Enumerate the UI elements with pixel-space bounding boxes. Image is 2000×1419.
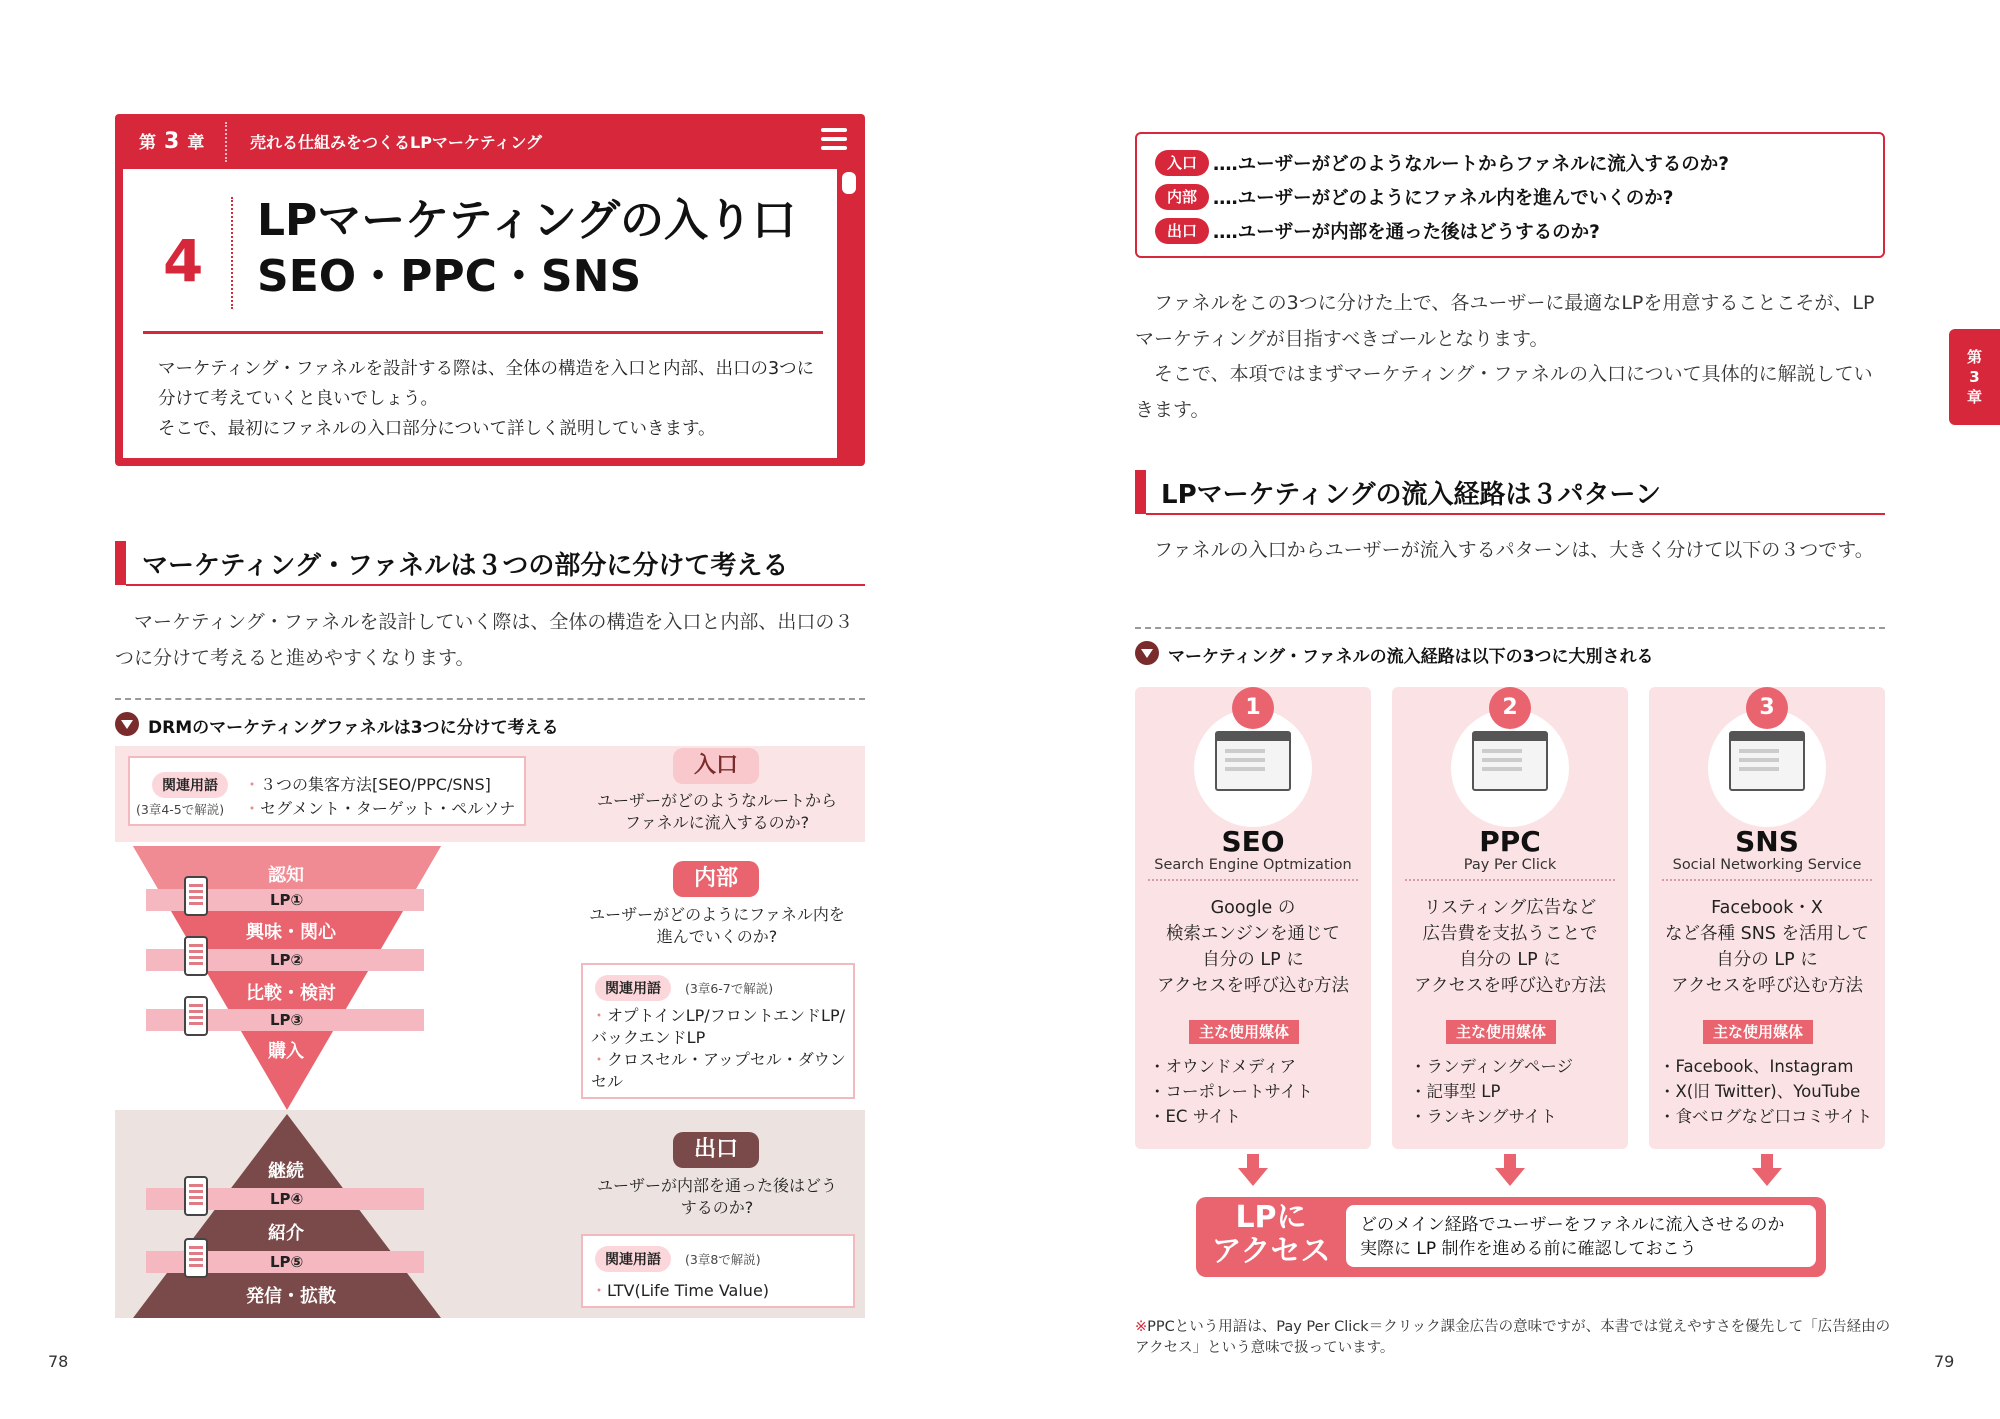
term-item: ・ LTV(Life Time Value) <box>591 1278 769 1301</box>
route-card-sns <box>1649 687 1885 1149</box>
page-number-left: 78 <box>48 1352 69 1371</box>
card-subtitle: Social Networking Service <box>1672 857 1862 873</box>
heading-bar <box>1135 470 1146 514</box>
card-title: SEO <box>1221 825 1285 858</box>
page-number-right: 79 <box>1934 1352 1955 1371</box>
chapter-label <box>139 128 204 154</box>
media-item: ・記事型 LP <box>1410 1082 1501 1101</box>
smartphone-icon <box>184 936 208 976</box>
lp-label: LP② <box>270 951 304 969</box>
media-item: ・X(旧 Twitter)、YouTube <box>1659 1082 1861 1101</box>
related-terms-tag: 関連用語 <box>595 975 671 1001</box>
question-text: ‥‥ユーザーが内部を通った後はどうするのか? <box>1213 222 1600 243</box>
lp-access-label: LPに アクセス <box>1211 1200 1331 1269</box>
media-item: ・食べログなど口コミサイト <box>1659 1107 1873 1126</box>
section-intro: マーケティング・ファネルを設計する際は、全体の構造を入口と内部、出口の3つに分けて考えていくと良いでしょう。 そこで、最初にファネルの入口部分について詳しく説明していきます。 <box>158 359 815 439</box>
card-rule <box>1405 879 1615 881</box>
media-tag: 主な使用媒体 <box>1446 1020 1556 1044</box>
body-paragraph: ファネルの入口からユーザーが流入するパターンは、大きく分けて以下の３つです。 <box>1154 539 1874 561</box>
media-item: ・EC サイト <box>1149 1107 1242 1126</box>
smartphone-icon <box>184 1238 208 1278</box>
chapter-header-box <box>115 114 865 466</box>
pyramid-stage-label: 紹介 <box>268 1223 304 1244</box>
smartphone-icon <box>184 1176 208 1216</box>
section-title-line1: LPマーケティングの入り口 <box>257 195 797 246</box>
footnote-text: PPCという用語は、Pay Per Click＝クリック課金広告の意味ですが、本書では覚えやすさを優先して「広告経由のアクセス」という意味で扱っています。 <box>1135 1319 1891 1356</box>
card-rule <box>1148 879 1358 881</box>
funnel-stage-label: 比較・検討 <box>246 983 336 1004</box>
media-tag: 主な使用媒体 <box>1703 1020 1813 1044</box>
down-arrow-icon <box>1238 1154 1268 1188</box>
chapter-title: 売れる仕組みをつくるLPマーケティング <box>250 133 543 152</box>
lp-label: LP③ <box>270 1011 304 1029</box>
scroll-knob[interactable] <box>842 172 856 194</box>
heading-rule <box>126 584 865 586</box>
lp-access-inner <box>1346 1205 1816 1267</box>
inner-terms-box <box>581 963 855 1099</box>
question-tag: 出口 <box>1155 218 1209 244</box>
funnel-diagram <box>115 842 515 1112</box>
card-description: Google の 検索エンジンを通じて 自分の LP に アクセスを呼び込む方法 <box>1157 898 1349 996</box>
menu-icon[interactable] <box>821 128 847 154</box>
question-text: ‥‥ユーザーがどのようなルートからファネルに流入するのか? <box>1213 154 1730 175</box>
funnel-stage-label: 購入 <box>268 1041 304 1062</box>
media-item: ・コーポレートサイト <box>1149 1082 1313 1101</box>
side-tab-char: 章 <box>1966 388 1982 406</box>
heading-rule <box>1146 513 1885 515</box>
caption-marker-icon <box>115 712 139 736</box>
social-like-screen-icon <box>1729 731 1805 791</box>
related-terms-note: (3章6-7で解説) <box>685 981 774 996</box>
exit-text: ユーザーが内部を通った後はどう するのか? <box>596 1176 837 1217</box>
route-card-seo <box>1135 687 1371 1149</box>
lp-access-box <box>1196 1197 1826 1277</box>
section-heading: LPマーケティングの流入経路は３パターン <box>1161 480 1661 510</box>
media-tag: 主な使用媒体 <box>1189 1020 1299 1044</box>
card-rule <box>1662 879 1872 881</box>
pyramid-stage-label: 継続 <box>268 1161 304 1182</box>
title-rule <box>143 331 823 334</box>
body-paragraph: マーケティング・ファネルを設計していく際は、全体の構造を入口と内部、出口の３つに分けて考えると進めやすくなります。 <box>115 611 854 669</box>
side-tab-char: 3 <box>1969 368 1980 386</box>
chapter-side-tab[interactable] <box>1949 329 2000 425</box>
related-terms-tag: 関連用語 <box>152 772 228 798</box>
lp-label: LP① <box>270 891 304 909</box>
funnel-stage-label: 認知 <box>268 865 304 886</box>
figure-divider <box>115 698 865 700</box>
card-number: 3 <box>1746 687 1788 729</box>
section-title-line2: SEO・PPC・SNS <box>257 251 642 302</box>
media-item: ・Facebook、Instagram <box>1659 1057 1854 1076</box>
section-number: 4 <box>163 227 204 295</box>
chapter-header <box>115 114 865 166</box>
related-terms-tag: 関連用語 <box>595 1246 671 1272</box>
ad-click-screen-icon <box>1472 731 1548 791</box>
section-number-divider <box>231 197 233 309</box>
smartphone-icon <box>184 996 208 1036</box>
card-description: Facebook・X など各種 SNS を活用して 自分の LP に アクセスを呼び込む方法 <box>1665 898 1869 996</box>
chapter-divider <box>225 122 227 162</box>
card-subtitle: Pay Per Click <box>1463 857 1557 873</box>
term-item: ・ クロスセル・アップセル・ダウンセル <box>591 1049 849 1093</box>
body-paragraph: そこで、本項ではまずマーケティング・ファネルの入口について具体的に解説していきます。 <box>1135 363 1873 421</box>
pyramid-stage-label: 発信・拡散 <box>246 1286 336 1307</box>
chapter-number: 3 <box>164 129 180 154</box>
entry-pill: 入口 <box>673 748 759 784</box>
section-card <box>123 169 837 458</box>
media-list <box>1659 1054 1872 1129</box>
footnote <box>1135 1317 1895 1359</box>
search-screen-icon <box>1215 731 1291 791</box>
side-tab-char: 第 <box>1966 348 1982 366</box>
card-number: 2 <box>1489 687 1531 729</box>
term-item: ・ ３つの集客方法[SEO/PPC/SNS] <box>244 772 491 795</box>
heading-bar <box>115 541 126 585</box>
question-box <box>1135 132 1885 258</box>
card-subtitle: Search Engine Optmization <box>1154 857 1352 873</box>
chapter-suffix: 章 <box>187 133 205 153</box>
entry-terms-box <box>128 756 526 826</box>
down-arrow-icon <box>1495 1154 1525 1188</box>
card-number: 1 <box>1232 687 1274 729</box>
smartphone-icon <box>184 876 208 916</box>
media-item: ・オウンドメディア <box>1149 1057 1297 1076</box>
section-title <box>257 193 796 305</box>
question-tag: 入口 <box>1155 150 1209 176</box>
chapter-prefix: 第 <box>139 133 156 153</box>
term-item: ・ オプトインLP/フロントエンドLP/バックエンドLP <box>591 1005 849 1049</box>
footnote-mark: ※ <box>1135 1319 1148 1335</box>
related-terms-note: (3章8で解説) <box>685 1252 761 1267</box>
media-item: ・ランディングページ <box>1410 1057 1574 1076</box>
lp-label: LP④ <box>270 1190 304 1208</box>
card-title: SNS <box>1735 825 1799 858</box>
figure-caption: DRMのマーケティングファネルは3つに分けて考える <box>148 718 559 738</box>
section-heading: マーケティング・ファネルは３つの部分に分けて考える <box>142 551 789 581</box>
card-title: PPC <box>1479 825 1541 858</box>
question-text: ‥‥ユーザーがどのようにファネル内を進んでいくのか? <box>1213 188 1674 209</box>
body-paragraph: ファネルをこの3つに分けた上で、各ユーザーに最適なLPを用意することこそが、LPマーケティングが目指すべきゴールとなります。 <box>1135 292 1875 350</box>
figure-caption: マーケティング・ファネルの流入経路は以下の3つに大別される <box>1168 647 1654 667</box>
down-arrow-icon <box>1752 1154 1782 1188</box>
lp-access-text: どのメイン経路でユーザーをファネルに流入させるのか 実際に LP 制作を進める前に確認しておこう <box>1360 1215 1785 1259</box>
entry-text: ユーザーがどのようなルートから ファネルに流入するのか? <box>596 791 837 832</box>
inner-text: ユーザーがどのようにファネル内を 進んでいくのか? <box>589 905 845 946</box>
card-description: リスティング広告など 広告費を支払うことで 自分の LP に アクセスを呼び込む方法 <box>1414 898 1606 996</box>
media-list <box>1410 1054 1573 1129</box>
exit-terms-box <box>581 1234 855 1308</box>
related-terms-note: (3章4-5で解説) <box>136 802 225 817</box>
term-item: ・ セグメント・ターゲット・ペルソナ <box>244 796 515 819</box>
figure-divider <box>1135 627 1885 629</box>
caption-marker-icon <box>1135 641 1159 665</box>
inner-pill: 内部 <box>673 861 759 897</box>
exit-pill: 出口 <box>673 1132 759 1168</box>
lp-label: LP⑤ <box>270 1253 304 1271</box>
media-list <box>1149 1054 1313 1129</box>
route-card-ppc <box>1392 687 1628 1149</box>
question-tag: 内部 <box>1155 184 1209 210</box>
media-item: ・ランキングサイト <box>1410 1107 1557 1126</box>
funnel-stage-label: 興味・関心 <box>246 922 336 943</box>
